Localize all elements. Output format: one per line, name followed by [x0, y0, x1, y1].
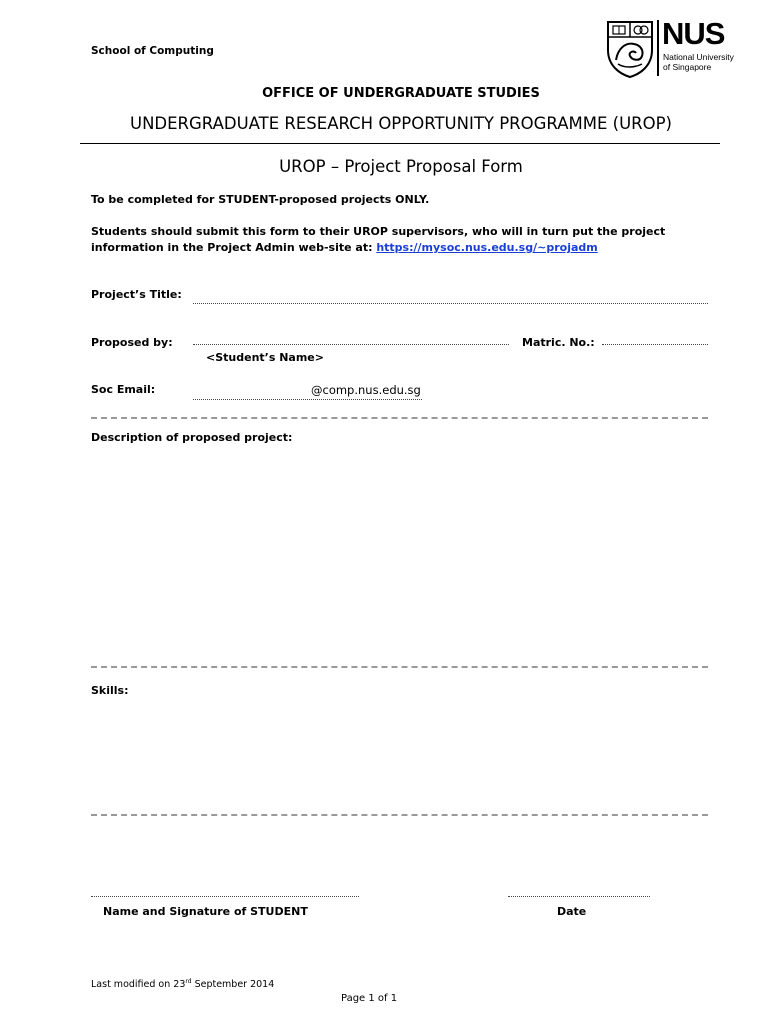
intro-line2b	[91, 241, 598, 254]
section-separator-3	[91, 814, 708, 816]
matric-label: Matric. No.:	[522, 336, 595, 349]
intro-line1: To be completed for STUDENT-proposed projects ONLY.	[91, 193, 430, 206]
nus-crest-icon	[606, 20, 654, 78]
intro-line2b-text: information in the Project Admin web-site at:	[91, 241, 377, 254]
logo-divider	[657, 20, 659, 76]
title-rule	[80, 143, 720, 144]
description-label: Description of proposed project:	[91, 431, 293, 444]
office-title: OFFICE OF UNDERGRADUATE STUDIES	[262, 86, 540, 101]
logo-line1: National University	[663, 52, 734, 62]
section-separator-2	[91, 666, 708, 668]
last-modified-pre: Last modified on 23	[91, 979, 186, 991]
soc-email-label: Soc Email:	[91, 383, 156, 396]
student-name-hint: <Student’s Name>	[206, 351, 324, 364]
intro-line2a: Students should submit this form to their UROP supervisors, who will in turn put the project	[91, 225, 666, 238]
projadm-link[interactable]: https://mysoc.nus.edu.sg/~projadm	[376, 241, 598, 254]
soc-email-field[interactable]	[193, 399, 422, 400]
logo-line2: of Singapore	[663, 62, 712, 72]
page-number: Page 1 of 1	[341, 993, 398, 1004]
date-label: Date	[557, 905, 587, 918]
school-name: School of Computing	[91, 45, 214, 57]
matric-field[interactable]	[602, 344, 708, 345]
logo-wordmark: NUS	[662, 16, 725, 51]
form-title: UROP – Project Proposal Form	[279, 157, 523, 176]
student-signature-label: Name and Signature of STUDENT	[103, 905, 308, 918]
description-area[interactable]	[91, 450, 708, 662]
student-signature-field[interactable]	[91, 896, 359, 897]
date-field[interactable]	[508, 896, 650, 897]
proposed-by-field[interactable]	[193, 344, 509, 345]
last-modified-sup: rd	[185, 978, 192, 985]
proposed-by-label: Proposed by:	[91, 336, 173, 349]
programme-title: UNDERGRADUATE RESEARCH OPPORTUNITY PROGRAMME (UROP)	[130, 114, 672, 133]
email-domain: @comp.nus.edu.sg	[311, 383, 421, 397]
nus-logo	[606, 16, 734, 78]
section-separator-1	[91, 417, 708, 419]
last-modified	[91, 978, 274, 990]
skills-label: Skills:	[91, 684, 129, 697]
last-modified-post: September 2014	[191, 979, 275, 991]
skills-area[interactable]	[91, 703, 708, 809]
project-title-field[interactable]	[193, 303, 708, 304]
project-title-label: Project’s Title:	[91, 288, 182, 301]
